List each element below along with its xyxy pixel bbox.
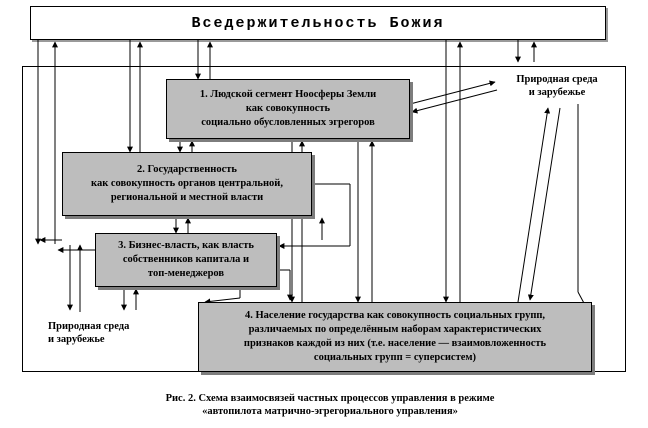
environment-label-bottom-left [48, 320, 158, 346]
node2-line1: 2. Государственность [137, 164, 237, 175]
node-population [198, 302, 592, 372]
figure-caption [60, 392, 600, 418]
node-business-power [95, 233, 277, 287]
caption-line2: «автопилота матрично-эгрегориального управления» [202, 406, 458, 417]
env-bl-line1: Природная среда [48, 321, 130, 332]
node2-line2: как совокупность органов центральной, [91, 178, 283, 189]
node1-line2: как совокупность [245, 103, 331, 114]
environment-label-top-right [497, 73, 617, 99]
node3-line1: 3. Бизнес-власть, как власть [118, 240, 254, 251]
node2-line3: региональной и местной власти [110, 192, 264, 203]
node1-line3: социально обусловленных эгрегоров [201, 117, 375, 128]
node-human-noosphere-segment [166, 79, 410, 139]
env-tr-line1: Природная среда [516, 74, 598, 85]
node4-line3: признаков каждой из них (т.е. население — взаимовложенность [243, 338, 547, 349]
node4-line4: социальных групп = суперсистем) [313, 352, 477, 363]
node4-line1: 4. Население государства как совокупность социальных групп, [244, 310, 546, 321]
node-statehood [62, 152, 312, 216]
caption-line1: Рис. 2. Схема взаимосвязей частных процессов управления в режиме [165, 393, 495, 404]
node3-line2: собственников капитала и [122, 254, 250, 265]
top-box-label: Вседержительность Божия [191, 14, 445, 32]
env-bl-line2: и зарубежье [48, 334, 105, 345]
env-tr-line2: и зарубежье [528, 87, 586, 98]
node1-line1: 1. Людской сегмент Ноосферы Земли [199, 89, 377, 100]
node4-line2: различаемых по определённым наборам характеристических [248, 324, 542, 335]
node3-line3: топ-менеджеров [147, 268, 225, 279]
